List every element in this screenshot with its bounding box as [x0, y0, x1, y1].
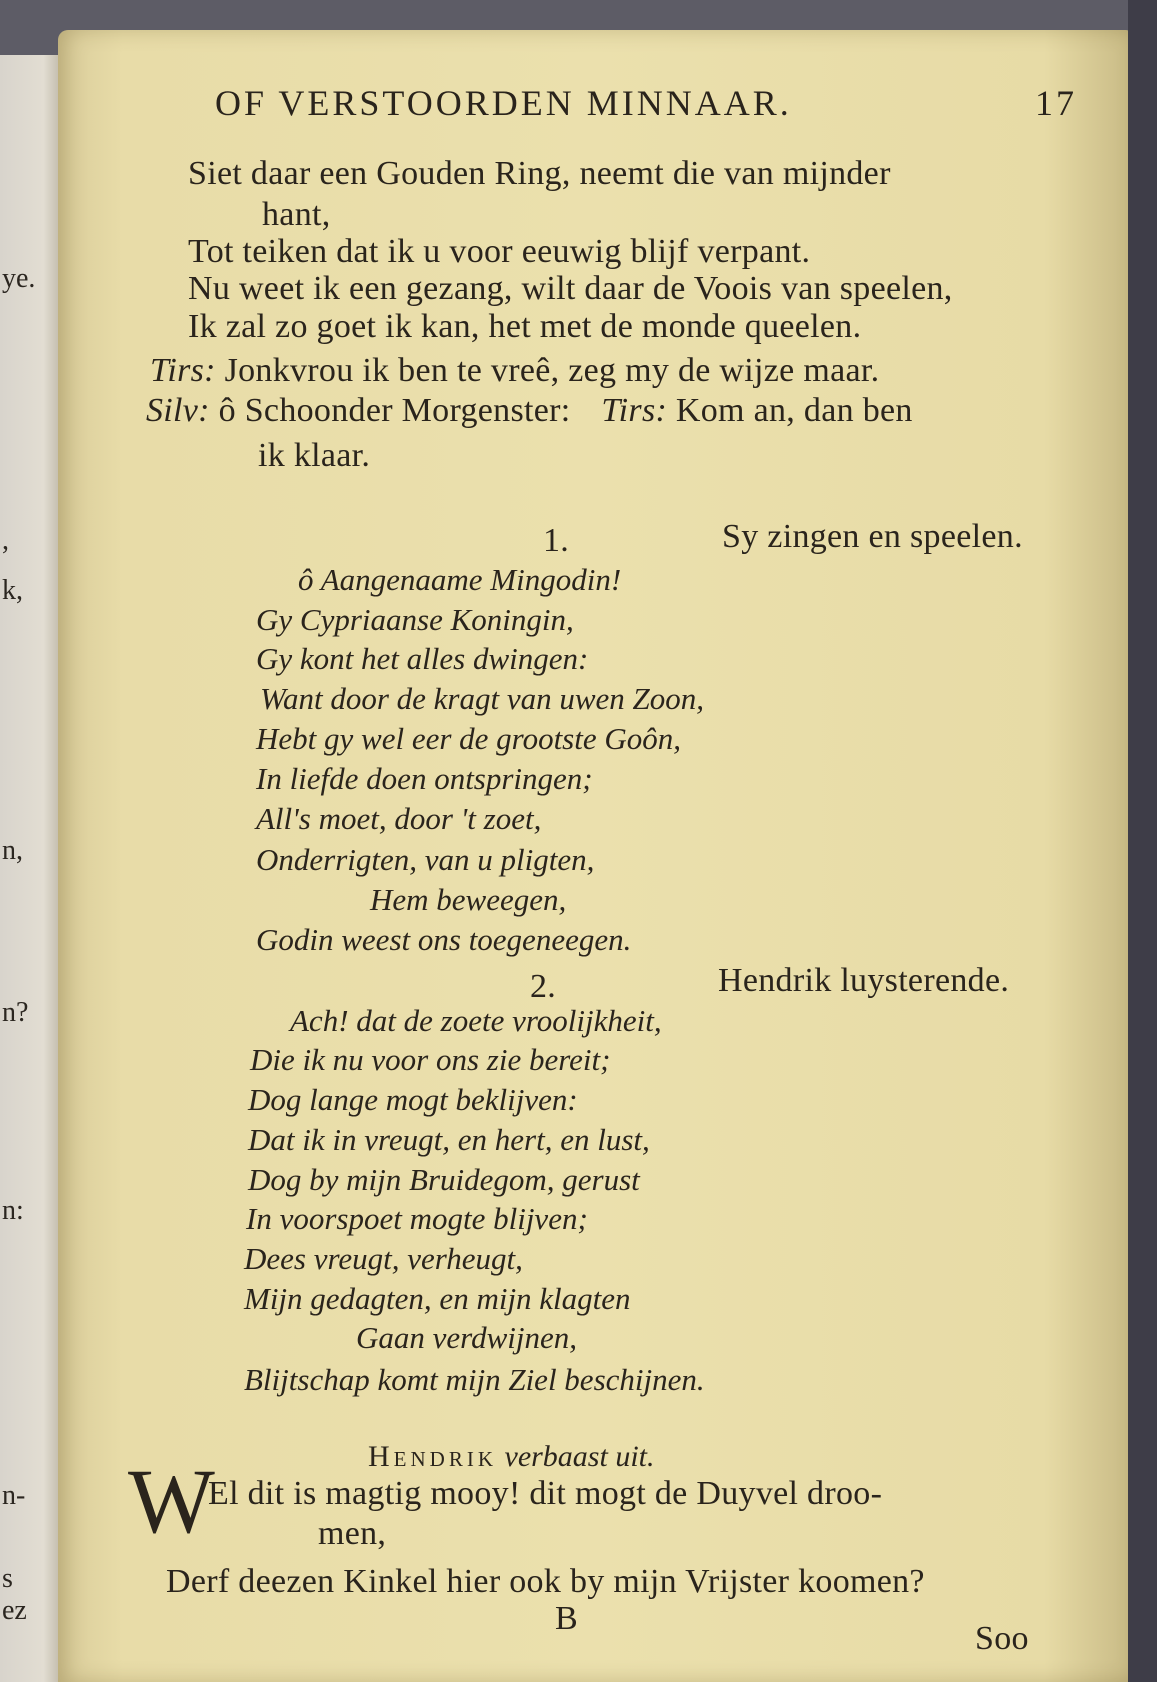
- song-line: In voorspoet mogte blijven;: [246, 1201, 588, 1236]
- speaker-label: Tirs:: [601, 392, 668, 429]
- stage-direction: Sy zingen en speelen.: [722, 518, 1023, 555]
- verse-line: Ik zal zo goet ik kan, het met de monde queelen.: [188, 308, 862, 345]
- margin-fragment: k,: [2, 575, 23, 606]
- speech-line: Derf deezen Kinkel hier ook by mijn Vrijster koomen?: [166, 1563, 925, 1600]
- speech-heading: [368, 1440, 655, 1474]
- song-line: In liefde doen ontspringen;: [256, 761, 593, 796]
- margin-fragment: n:: [2, 1195, 24, 1226]
- speech-line: men,: [318, 1515, 387, 1552]
- speaker-line: [146, 392, 913, 430]
- song-line: Hebt gy wel eer de grootste Goôn,: [256, 721, 682, 756]
- speaker-label: Silv:: [146, 392, 210, 429]
- song-line: Dog lange mogt beklijven:: [248, 1082, 578, 1117]
- song-number: 1.: [543, 522, 570, 559]
- song-line: Want door de kragt van uwen Zoon,: [260, 681, 705, 716]
- song-number: 2.: [530, 968, 557, 1005]
- song-line: Gy Cypriaanse Koningin,: [256, 602, 574, 637]
- margin-fragment: n,: [2, 835, 23, 866]
- speaker-label: Tirs:: [150, 352, 216, 389]
- verse-line: Nu weet ik een gezang, wilt daar de Voois van speelen,: [188, 270, 953, 307]
- song-line: Die ik nu voor ons zie bereit;: [250, 1042, 611, 1077]
- song-line: Ach! dat de zoete vroolijkheit,: [290, 1003, 662, 1038]
- margin-fragment: n-: [2, 1480, 26, 1511]
- margin-fragment: n?: [2, 997, 29, 1028]
- catchword: Soo: [975, 1620, 1029, 1657]
- song-line: Blijtschap komt mijn Ziel beschijnen.: [244, 1362, 705, 1397]
- song-line: Hem beweegen,: [370, 882, 567, 917]
- song-line: All's moet, door 't zoet,: [256, 801, 542, 836]
- song-line: Dees vreugt, verheugt,: [244, 1241, 523, 1276]
- drop-cap: W: [128, 1450, 215, 1552]
- speaker-text: ô Schoonder Morgenster:: [218, 392, 571, 429]
- song-line: Gaan verdwijnen,: [356, 1320, 577, 1355]
- speech-line: El dit is magtig mooy! dit mogt de Duyvel droo-: [208, 1475, 883, 1512]
- song-line: ô Aangenaame Mingodin!: [298, 562, 622, 597]
- verse-line: Siet daar een Gouden Ring, neemt die van mijnder: [188, 155, 891, 192]
- song-line: Gy kont het alles dwingen:: [256, 641, 589, 676]
- margin-fragment: s: [2, 1563, 13, 1594]
- speaker-name: Hendrik: [368, 1440, 497, 1473]
- verse-line: Tot teiken dat ik u voor eeuwig blijf verpant.: [188, 233, 811, 270]
- song-line: Dat ik in vreugt, en hert, en lust,: [248, 1122, 650, 1157]
- margin-fragment: ye.: [2, 263, 36, 294]
- speaker-text: Jonkvrou ik ben te vreê, zeg my de wijze maar.: [224, 352, 880, 389]
- stage-direction: Hendrik luysterende.: [718, 962, 1010, 999]
- song-line: Godin weest ons toegeneegen.: [256, 922, 632, 957]
- speaker-line: [150, 352, 879, 390]
- speaker-line: ik klaar.: [258, 437, 371, 474]
- margin-fragment: ,: [2, 525, 9, 556]
- speaker-text: Kom an, dan ben: [675, 392, 913, 429]
- speech-direction: verbaast uit.: [504, 1440, 655, 1473]
- margin-fragment: ez: [2, 1595, 27, 1626]
- song-line: Dog by mijn Bruidegom, gerust: [248, 1162, 640, 1197]
- signature-mark: B: [555, 1600, 578, 1637]
- verse-line: hant,: [262, 196, 331, 233]
- book-edge: [1128, 0, 1157, 1682]
- song-line: Mijn gedagten, en mijn klagten: [244, 1281, 631, 1316]
- song-line: Onderrigten, van u pligten,: [256, 842, 595, 877]
- facing-page: [0, 55, 62, 1682]
- page-number: 17: [1035, 83, 1077, 123]
- running-head: OF VERSTOORDEN MINNAAR.: [215, 83, 792, 123]
